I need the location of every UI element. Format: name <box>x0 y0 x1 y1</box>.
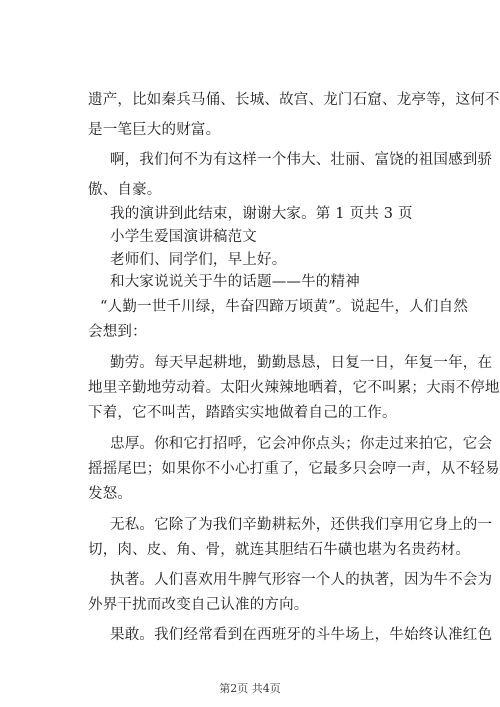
text-line: 是一笔巨大的财富。 <box>88 122 221 138</box>
text-line: 执著。人们喜欢用牛脾气形容一个人的执著，因为牛不会为 <box>110 572 493 588</box>
text-line: 我的演讲到此结束，谢谢大家。第 1 页共 3 页 <box>110 206 413 222</box>
text-line: 果敢。我们经常看到在西班牙的斗牛场上，牛始终认准红色 <box>110 627 493 643</box>
text-line: 无私。它除了为我们辛勤耕耘外，还供我们享用它身上的一 <box>110 517 493 533</box>
page-footer: 第2页 共4页 <box>219 682 281 695</box>
text-line: 忠厚。你和它打招呼，它会冲你点头；你走过来拍它，它会 <box>110 436 493 452</box>
text-line: 遗产，比如秦兵马俑、长城、故宫、龙门石窟、龙亭等，这何不 <box>88 92 500 108</box>
text-line: 老师们、同学们，早上好。 <box>110 252 287 268</box>
text-line: 勤劳。每天早起耕地，勤勤恳恳，日复一日，年复一年，在 <box>110 355 493 371</box>
text-line: 和大家说说关于牛的话题——牛的精神 <box>110 274 360 290</box>
text-line: 发怒。 <box>88 486 133 502</box>
text-line: 地里辛勤地劳动着。太阳火辣辣地晒着，它不叫累；大雨不停地 <box>88 380 500 396</box>
text-line: 下着，它不叫苦，踏踏实实地做着自己的工作。 <box>88 405 397 421</box>
text-line: 会想到： <box>88 324 147 340</box>
text-line: 小学生爱国演讲稿范文 <box>110 229 257 245</box>
text-line: 摇摇尾巴；如果你不小心打重了，它最多只会哼一声，从不轻易 <box>88 461 500 477</box>
text-line: 啊，我们何不为有这样一个伟大、壮丽、富饶的祖国感到骄 <box>110 152 493 168</box>
text-line: 傲、自豪。 <box>88 182 162 198</box>
text-line: “人勤一世千川绿，牛奋四蹄万顷黄”。说起牛，人们自然 <box>100 299 469 315</box>
text-line: 切，肉、皮、角、骨，就连其胆结石牛磺也堪为名贵药材。 <box>88 542 471 558</box>
text-line: 外界干扰而改变自己认准的方向。 <box>88 597 309 613</box>
